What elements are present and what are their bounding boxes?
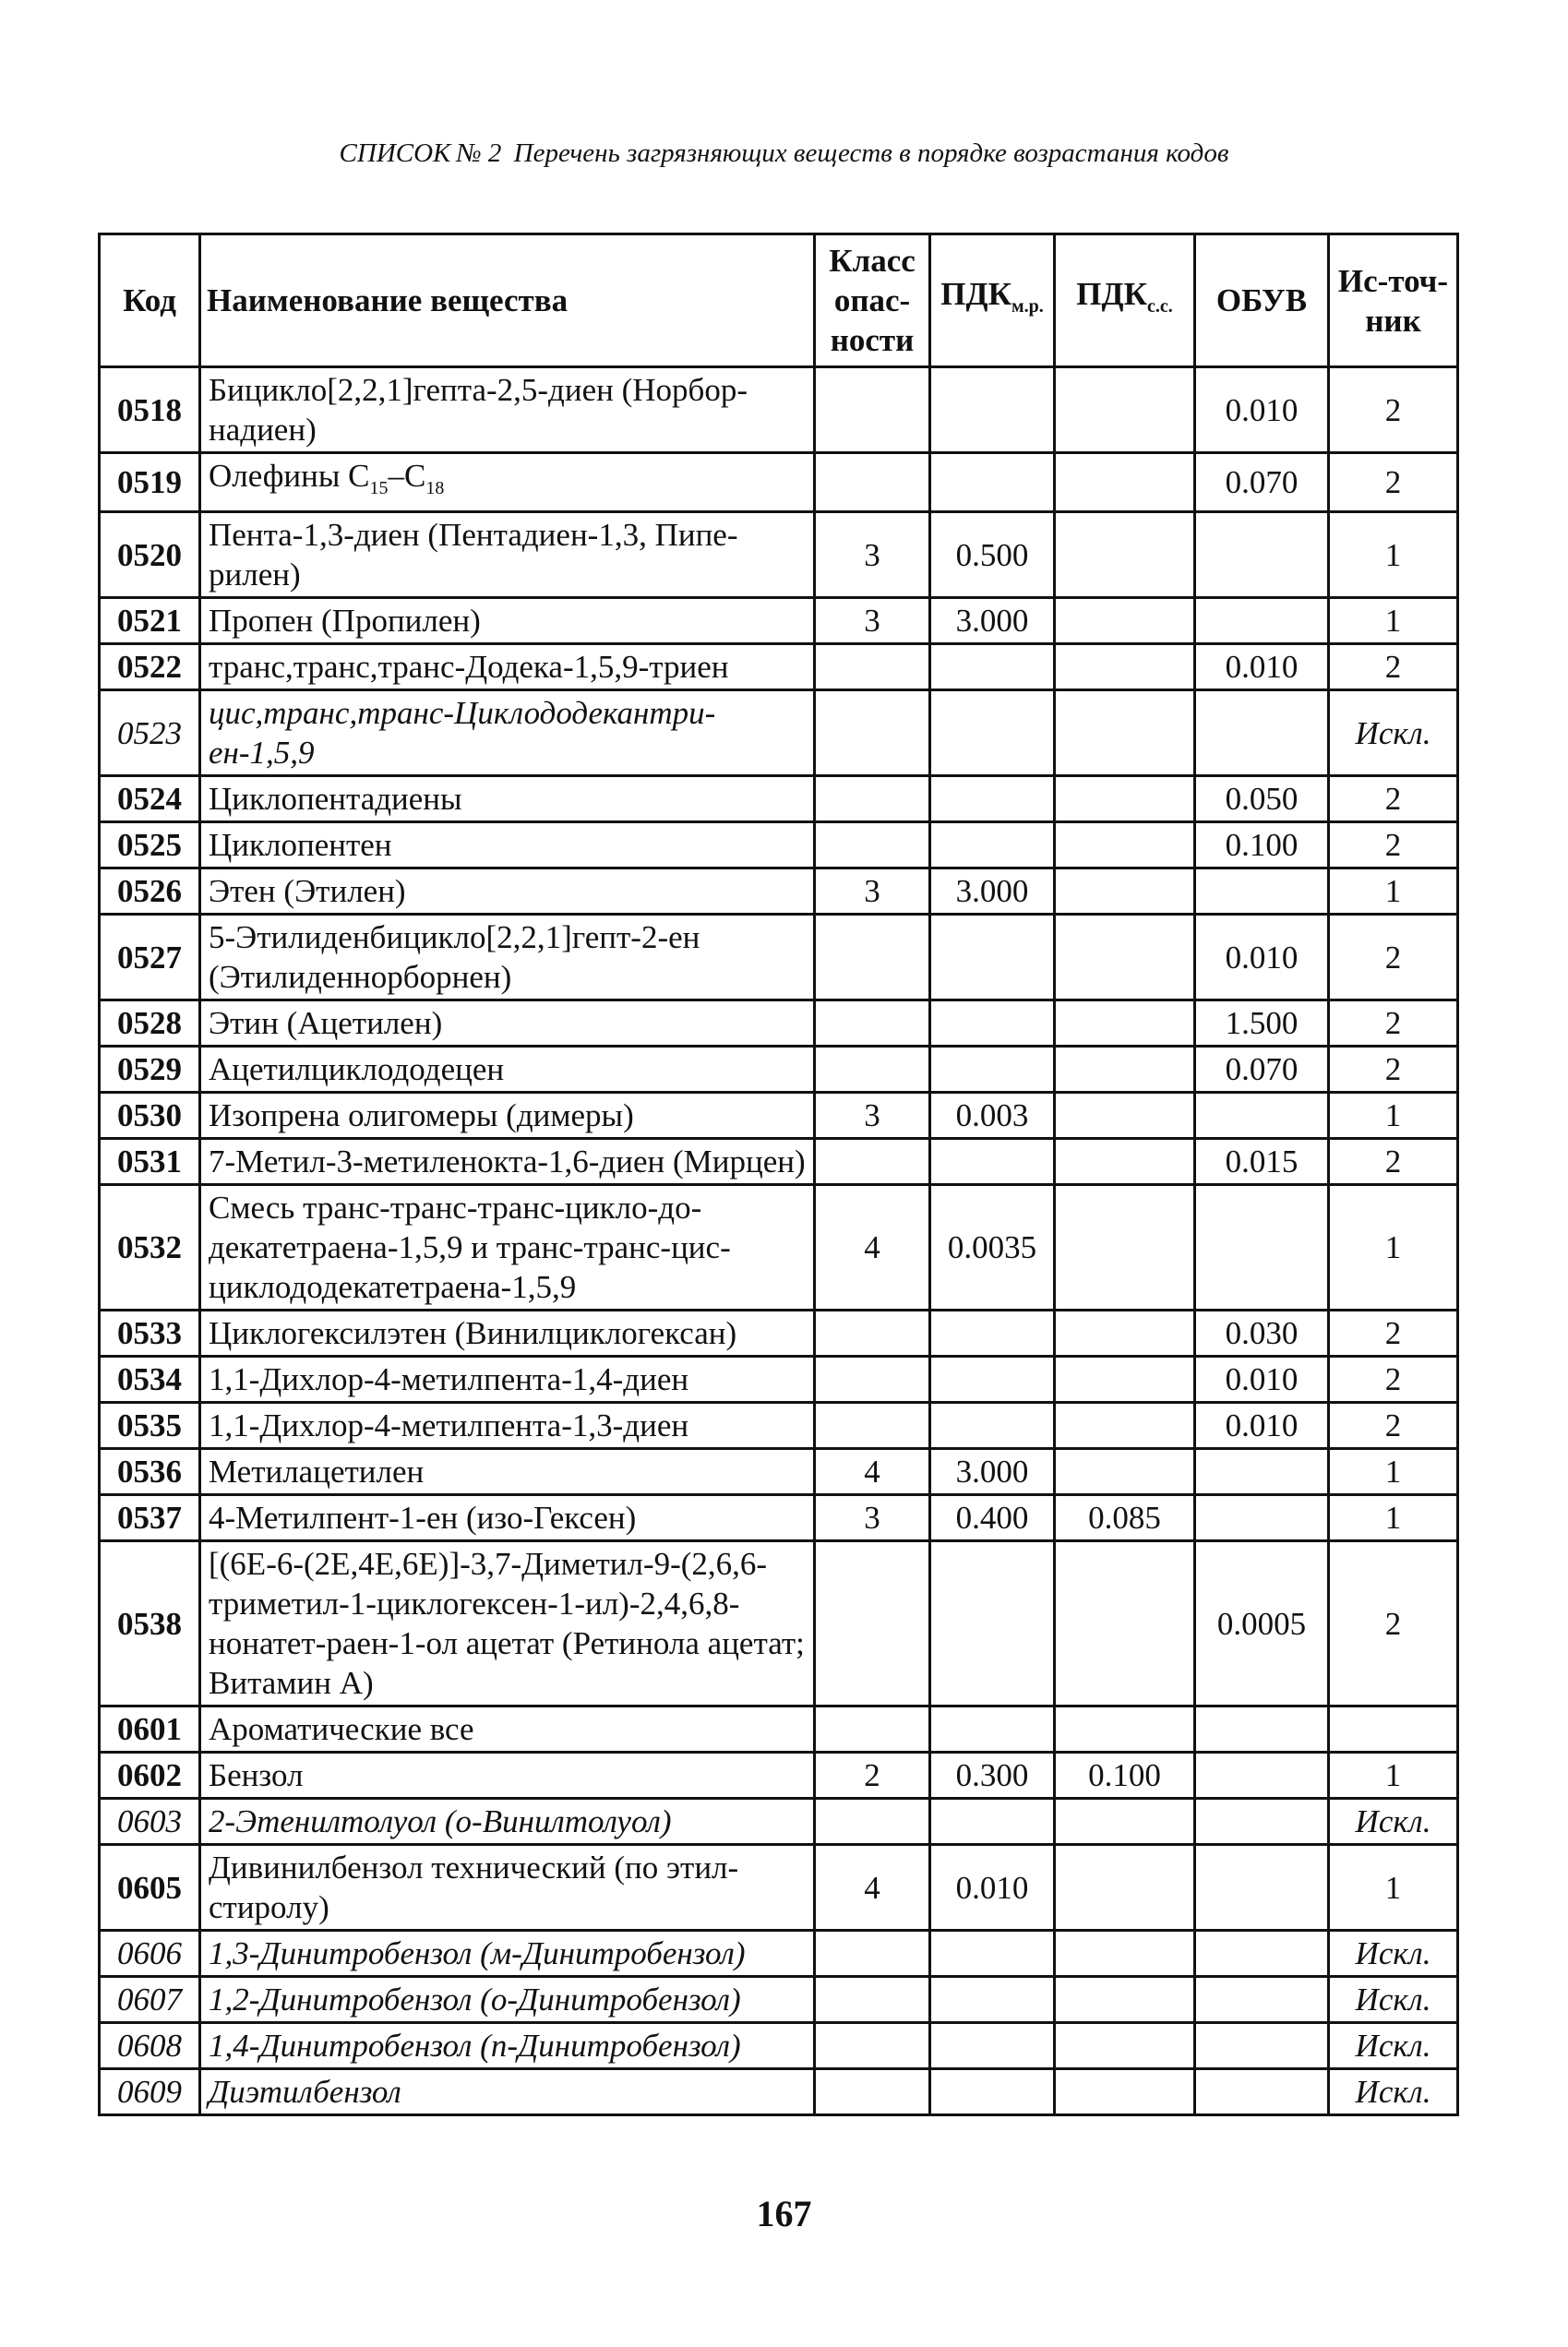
- class-cell: [815, 367, 930, 453]
- code-cell: 0607: [100, 1977, 200, 2023]
- pdk-mr-cell: 3.000: [930, 868, 1055, 915]
- name-base: Олефины C: [209, 458, 370, 494]
- class-cell: [815, 822, 930, 868]
- source-cell: 1: [1329, 1185, 1458, 1311]
- source-cell: 2: [1329, 915, 1458, 1000]
- obuv-cell: 0.010: [1195, 1357, 1329, 1403]
- name-cell: Диэтилбензол: [200, 2069, 815, 2115]
- obuv-cell: [1195, 1931, 1329, 1977]
- class-cell: [815, 690, 930, 776]
- pdk-ss-sub: с.с.: [1146, 296, 1173, 317]
- name-cell: 1,4-Динитробензол (п-Динитробензол): [200, 2023, 815, 2069]
- code-cell: 0531: [100, 1139, 200, 1185]
- table-row: [100, 868, 1458, 915]
- source-cell: 1: [1329, 598, 1458, 644]
- pdk-ss-cell: 0.100: [1055, 1753, 1195, 1799]
- class-cell: [815, 1799, 930, 1845]
- pdk-ss-cell: [1055, 690, 1195, 776]
- obuv-cell: 0.010: [1195, 1403, 1329, 1449]
- table-row: [100, 1931, 1458, 1977]
- source-cell: 2: [1329, 776, 1458, 822]
- name-cell: Смесь транс-транс-транс-цикло-до-декатетраена-1,5,9 и транс-транс-цис-циклододекатетраена-1,5,9: [200, 1185, 815, 1311]
- pdk-mr-cell: [930, 1977, 1055, 2023]
- name-cell: 1,1-Дихлор-4-метилпента-1,3-диен: [200, 1403, 815, 1449]
- table-row: [100, 690, 1458, 776]
- pdk-mr-cell: 3.000: [930, 1449, 1055, 1495]
- pdk-mr-cell: [930, 776, 1055, 822]
- table-row: [100, 1799, 1458, 1845]
- table-row: [100, 453, 1458, 512]
- code-cell: 0608: [100, 2023, 200, 2069]
- name-cell: цис,транс,транс-Циклододекантри-ен-1,5,9: [200, 690, 815, 776]
- name-cell: [200, 453, 815, 512]
- pdk-mr-cell: [930, 2023, 1055, 2069]
- table-row: [100, 1185, 1458, 1311]
- name-cell: Этин (Ацетилен): [200, 1000, 815, 1047]
- table-row: [100, 1311, 1458, 1357]
- source-cell: Искл.: [1329, 1931, 1458, 1977]
- source-cell: 2: [1329, 367, 1458, 453]
- table-row: [100, 1977, 1458, 2023]
- class-cell: [815, 1000, 930, 1047]
- pdk-ss-cell: [1055, 1000, 1195, 1047]
- source-cell: 2: [1329, 1311, 1458, 1357]
- name-cell: 1,2-Динитробензол (о-Динитробензол): [200, 1977, 815, 2023]
- obuv-cell: 0.070: [1195, 453, 1329, 512]
- table-row: [100, 1047, 1458, 1093]
- pdk-mr-cell: [930, 915, 1055, 1000]
- name-cell: Пента-1,3-диен (Пентадиен-1,3, Пипе-рилен): [200, 512, 815, 598]
- source-cell: 2: [1329, 1047, 1458, 1093]
- list-number: № 2: [456, 138, 502, 168]
- name-cell: Ароматические все: [200, 1706, 815, 1753]
- name-cell: Изопрена олигомеры (димеры): [200, 1093, 815, 1139]
- pdk-mr-cell: [930, 367, 1055, 453]
- table-row: [100, 1706, 1458, 1753]
- pdk-ss-cell: [1055, 1311, 1195, 1357]
- obuv-cell: [1195, 690, 1329, 776]
- source-cell: 1: [1329, 1495, 1458, 1541]
- obuv-cell: [1195, 1977, 1329, 2023]
- class-cell: [815, 1357, 930, 1403]
- table-row: [100, 512, 1458, 598]
- name-cell: транс,транс,транс-Додека-1,5,9-триен: [200, 644, 815, 690]
- obuv-cell: [1195, 1799, 1329, 1845]
- source-cell: 1: [1329, 512, 1458, 598]
- pdk-mr-label: ПДК: [940, 276, 1011, 312]
- obuv-cell: 0.050: [1195, 776, 1329, 822]
- code-cell: 0518: [100, 367, 200, 453]
- class-cell: 4: [815, 1185, 930, 1311]
- pdk-ss-cell: [1055, 1047, 1195, 1093]
- name-cell: Циклогексилэтен (Винилциклогексан): [200, 1311, 815, 1357]
- pdk-mr-cell: [930, 1139, 1055, 1185]
- list-title: Перечень загрязняющих веществ в порядке возрастания кодов: [513, 138, 1229, 168]
- pdk-ss-cell: [1055, 1357, 1195, 1403]
- class-cell: 4: [815, 1449, 930, 1495]
- pdk-mr-cell: [930, 1000, 1055, 1047]
- obuv-cell: 0.010: [1195, 915, 1329, 1000]
- class-cell: [815, 1977, 930, 2023]
- obuv-cell: [1195, 1093, 1329, 1139]
- code-cell: 0526: [100, 868, 200, 915]
- name-cell: Циклопентадиены: [200, 776, 815, 822]
- class-cell: [815, 1047, 930, 1093]
- source-cell: 2: [1329, 644, 1458, 690]
- name-cell: Этен (Этилен): [200, 868, 815, 915]
- pdk-ss-cell: [1055, 868, 1195, 915]
- pdk-mr-cell: 0.400: [930, 1495, 1055, 1541]
- pdk-mr-cell: [930, 453, 1055, 512]
- code-cell: 0520: [100, 512, 200, 598]
- table-row: [100, 1541, 1458, 1706]
- table-row: [100, 1449, 1458, 1495]
- table-row: [100, 1403, 1458, 1449]
- pdk-mr-cell: [930, 1047, 1055, 1093]
- code-cell: 0527: [100, 915, 200, 1000]
- code-cell: 0523: [100, 690, 200, 776]
- code-cell: 0536: [100, 1449, 200, 1495]
- pdk-ss-cell: [1055, 1093, 1195, 1139]
- code-cell: 0609: [100, 2069, 200, 2115]
- source-cell: 2: [1329, 453, 1458, 512]
- class-cell: 4: [815, 1845, 930, 1931]
- obuv-cell: 1.500: [1195, 1000, 1329, 1047]
- source-cell: 1: [1329, 868, 1458, 915]
- source-cell: 1: [1329, 1449, 1458, 1495]
- source-cell: Искл.: [1329, 690, 1458, 776]
- pdk-mr-cell: 0.003: [930, 1093, 1055, 1139]
- code-cell: 0524: [100, 776, 200, 822]
- code-cell: 0603: [100, 1799, 200, 1845]
- pdk-ss-cell: [1055, 453, 1195, 512]
- source-cell: 2: [1329, 1541, 1458, 1706]
- source-cell: 2: [1329, 1403, 1458, 1449]
- pdk-ss-cell: [1055, 1931, 1195, 1977]
- table-row: [100, 644, 1458, 690]
- table-row: [100, 1357, 1458, 1403]
- pdk-ss-cell: [1055, 1449, 1195, 1495]
- name-cell: 1,3-Динитробензол (м-Динитробензол): [200, 1931, 815, 1977]
- pdk-ss-cell: [1055, 598, 1195, 644]
- pdk-ss-cell: [1055, 822, 1195, 868]
- pdk-ss-cell: [1055, 644, 1195, 690]
- obuv-cell: [1195, 1845, 1329, 1931]
- col-name-header: Наименование вещества: [200, 234, 815, 367]
- code-cell: 0522: [100, 644, 200, 690]
- class-cell: 3: [815, 1093, 930, 1139]
- source-cell: 2: [1329, 1139, 1458, 1185]
- obuv-cell: 0.100: [1195, 822, 1329, 868]
- class-cell: [815, 1139, 930, 1185]
- pdk-mr-cell: 0.500: [930, 512, 1055, 598]
- pdk-mr-cell: [930, 1931, 1055, 1977]
- obuv-cell: [1195, 2023, 1329, 2069]
- obuv-cell: [1195, 2069, 1329, 2115]
- source-cell: Искл.: [1329, 1799, 1458, 1845]
- pdk-ss-cell: [1055, 1185, 1195, 1311]
- name-cell: Пропен (Пропилен): [200, 598, 815, 644]
- code-cell: 0532: [100, 1185, 200, 1311]
- code-cell: 0528: [100, 1000, 200, 1047]
- pdk-mr-cell: 3.000: [930, 598, 1055, 644]
- class-cell: [815, 915, 930, 1000]
- pdk-mr-cell: [930, 1706, 1055, 1753]
- pdk-mr-cell: [930, 1311, 1055, 1357]
- source-cell: 2: [1329, 822, 1458, 868]
- pdk-mr-cell: 0.300: [930, 1753, 1055, 1799]
- class-cell: 3: [815, 598, 930, 644]
- source-cell: 1: [1329, 1753, 1458, 1799]
- name-cell: Бензол: [200, 1753, 815, 1799]
- table-row: [100, 822, 1458, 868]
- name-cell: Бицикло[2,2,1]гепта-2,5-диен (Норбор-надиен): [200, 367, 815, 453]
- obuv-cell: [1195, 868, 1329, 915]
- pdk-ss-cell: [1055, 2023, 1195, 2069]
- name-cell: Дивинилбензол технический (по этил-стиролу): [200, 1845, 815, 1931]
- source-cell: Искл.: [1329, 1977, 1458, 2023]
- page-title: [0, 138, 1568, 169]
- class-cell: [815, 1541, 930, 1706]
- source-cell: 2: [1329, 1000, 1458, 1047]
- table-row: [100, 915, 1458, 1000]
- pdk-mr-cell: 0.010: [930, 1845, 1055, 1931]
- class-cell: [815, 644, 930, 690]
- source-cell: Искл.: [1329, 2023, 1458, 2069]
- pdk-mr-cell: [930, 822, 1055, 868]
- pdk-ss-cell: [1055, 2069, 1195, 2115]
- source-cell: [1329, 1706, 1458, 1753]
- table-row: [100, 1093, 1458, 1139]
- code-cell: 0605: [100, 1845, 200, 1931]
- table-row: [100, 2069, 1458, 2115]
- code-cell: 0535: [100, 1403, 200, 1449]
- list-label: СПИСОК: [339, 138, 451, 168]
- code-cell: 0601: [100, 1706, 200, 1753]
- obuv-cell: 0.0005: [1195, 1541, 1329, 1706]
- pdk-mr-cell: [930, 2069, 1055, 2115]
- obuv-cell: [1195, 1706, 1329, 1753]
- pdk-ss-cell: [1055, 1541, 1195, 1706]
- header-row: [100, 234, 1458, 367]
- code-cell: 0606: [100, 1931, 200, 1977]
- pdk-mr-cell: [930, 690, 1055, 776]
- class-cell: [815, 776, 930, 822]
- code-cell: 0519: [100, 453, 200, 512]
- name-cell: 5-Этилиденбицикло[2,2,1]гепт-2-ен (Этилиденнорборнен): [200, 915, 815, 1000]
- name-cell: Ацетилциклододецен: [200, 1047, 815, 1093]
- pdk-ss-cell: [1055, 776, 1195, 822]
- code-cell: 0530: [100, 1093, 200, 1139]
- class-cell: 3: [815, 868, 930, 915]
- pdk-ss-cell: [1055, 1403, 1195, 1449]
- name-cell: Метилацетилен: [200, 1449, 815, 1495]
- col-pdk-ss-header: [1055, 234, 1195, 367]
- class-cell: [815, 1706, 930, 1753]
- table-row: [100, 1753, 1458, 1799]
- pdk-ss-cell: [1055, 1977, 1195, 2023]
- class-cell: [815, 1403, 930, 1449]
- code-cell: 0533: [100, 1311, 200, 1357]
- obuv-cell: 0.010: [1195, 644, 1329, 690]
- obuv-cell: [1195, 1185, 1329, 1311]
- substances-table: [98, 233, 1459, 2116]
- code-cell: 0537: [100, 1495, 200, 1541]
- code-cell: 0521: [100, 598, 200, 644]
- class-cell: [815, 1311, 930, 1357]
- class-cell: 3: [815, 1495, 930, 1541]
- pdk-ss-cell: [1055, 1706, 1195, 1753]
- name-cell: Циклопентен: [200, 822, 815, 868]
- code-cell: 0525: [100, 822, 200, 868]
- obuv-cell: [1195, 598, 1329, 644]
- pdk-ss-cell: [1055, 1845, 1195, 1931]
- code-cell: 0529: [100, 1047, 200, 1093]
- name-dash: –C: [388, 458, 426, 494]
- col-pdk-mr-header: [930, 234, 1055, 367]
- name-sub-1: 15: [369, 478, 389, 498]
- pdk-mr-sub: м.р.: [1011, 296, 1044, 317]
- code-cell: 0534: [100, 1357, 200, 1403]
- name-cell: 1,1-Дихлор-4-метилпента-1,4-диен: [200, 1357, 815, 1403]
- source-cell: 1: [1329, 1093, 1458, 1139]
- pdk-ss-label: ПДК: [1076, 276, 1147, 312]
- table-row: [100, 1845, 1458, 1931]
- col-source-header: Ис-точ-ник: [1329, 234, 1458, 367]
- obuv-cell: 0.030: [1195, 1311, 1329, 1357]
- pdk-ss-cell: [1055, 1799, 1195, 1845]
- class-cell: [815, 2069, 930, 2115]
- pdk-ss-cell: [1055, 367, 1195, 453]
- pdk-ss-cell: [1055, 1139, 1195, 1185]
- source-cell: 1: [1329, 1845, 1458, 1931]
- table-row: [100, 1139, 1458, 1185]
- class-cell: 2: [815, 1753, 930, 1799]
- class-cell: [815, 453, 930, 512]
- name-cell: [(6E-6-(2E,4E,6E)]-3,7-Диметил-9-(2,6,6-триметил-1-циклогексен-1-ил)-2,4,6,8-нонатет-раен-1-ол ацетат (Ретинола ацетат; Витамин А): [200, 1541, 815, 1706]
- obuv-cell: 0.070: [1195, 1047, 1329, 1093]
- pdk-mr-cell: 0.0035: [930, 1185, 1055, 1311]
- col-class-header: Класс опас-ности: [815, 234, 930, 367]
- pdk-ss-cell: [1055, 915, 1195, 1000]
- name-sub-2: 18: [425, 478, 445, 498]
- pdk-mr-cell: [930, 1799, 1055, 1845]
- class-cell: [815, 1931, 930, 1977]
- pdk-mr-cell: [930, 644, 1055, 690]
- table-row: [100, 1000, 1458, 1047]
- col-obuv-header: ОБУВ: [1195, 234, 1329, 367]
- class-cell: [815, 2023, 930, 2069]
- source-cell: Искл.: [1329, 2069, 1458, 2115]
- obuv-cell: [1195, 512, 1329, 598]
- table-row: [100, 598, 1458, 644]
- table-row: [100, 2023, 1458, 2069]
- source-cell: 2: [1329, 1357, 1458, 1403]
- name-cell: 7-Метил-3-метиленокта-1,6-диен (Мирцен): [200, 1139, 815, 1185]
- code-cell: 0538: [100, 1541, 200, 1706]
- pdk-ss-cell: 0.085: [1055, 1495, 1195, 1541]
- table-row: [100, 1495, 1458, 1541]
- obuv-cell: [1195, 1495, 1329, 1541]
- obuv-cell: 0.015: [1195, 1139, 1329, 1185]
- page-number: 167: [756, 2193, 812, 2234]
- code-cell: 0602: [100, 1753, 200, 1799]
- pdk-ss-cell: [1055, 512, 1195, 598]
- class-cell: 3: [815, 512, 930, 598]
- obuv-cell: 0.010: [1195, 367, 1329, 453]
- pdk-mr-cell: [930, 1403, 1055, 1449]
- table-row: [100, 776, 1458, 822]
- obuv-cell: [1195, 1449, 1329, 1495]
- pdk-mr-cell: [930, 1541, 1055, 1706]
- pdk-mr-cell: [930, 1357, 1055, 1403]
- col-code-header: Код: [100, 234, 200, 367]
- table-row: [100, 367, 1458, 453]
- obuv-cell: [1195, 1753, 1329, 1799]
- name-cell: 4-Метилпент-1-ен (изо-Гексен): [200, 1495, 815, 1541]
- name-cell: 2-Этенилтолуол (о-Винилтолуол): [200, 1799, 815, 1845]
